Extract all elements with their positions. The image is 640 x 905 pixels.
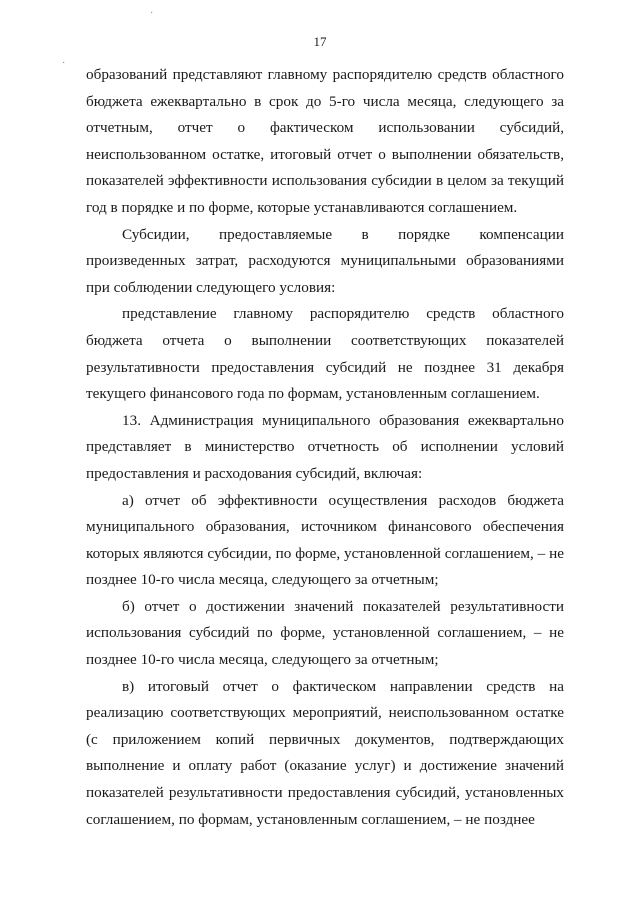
paragraph-continuation: образований представляют главному распорядителю средств областного бюджета ежеквартально в срок до 5-го числа месяца, следующего за отчетным, отчет о фактическом использовании субсидий, неиспользованном остатке, итоговый отчет о выполнении обязательств, показателей эффективности использования субсидии в целом за текущий год в порядке и по форме, которые устанавливаются соглашением. <box>86 66 564 216</box>
paragraph-item-v: в) итоговый отчет о фактическом направлении средств на реализацию соответствующих мероприятий, неиспользованном остатке (с приложением копий первичных документов, подтверждающих выполнение и оплату работ (оказание услуг) и достижение значений показателей результативности предоставления субсидий, установленных соглашением, по формам, установленным соглашением, – не позднее <box>86 677 564 828</box>
paragraph-item-a: а) отчет об эффективности осуществления расходов бюджета муниципального образования, источником финансового обеспечения которых являются субсидии, по форме, установленной соглашением, – не позднее 10-го числа месяца, следующего за отчетным; <box>86 491 564 589</box>
document-body <box>86 62 564 833</box>
scan-speck: · <box>150 8 154 19</box>
scan-speck: · <box>62 58 66 69</box>
paragraph-condition: представление главному распорядителю средств областного бюджета отчета о выполнении соответствующих показателей результативности предоставления субсидий не позднее 31 декабря текущего финансового года по формам, установленным соглашением. <box>86 305 564 403</box>
page-number: 17 <box>313 34 327 49</box>
paragraph-item-13: 13. Администрация муниципального образования ежеквартально представляет в министерство отчетность об исполнении условий предоставления и расходования субсидий, включая: <box>86 411 564 482</box>
paragraph-item-b: б) отчет о достижении значений показателей результативности использования субсидий по форме, установленной соглашением, – не позднее 10-го числа месяца, следующего за отчетным; <box>86 597 564 669</box>
paragraph-subsidies-compensation: Субсидии, предоставляемые в порядке компенсации произведенных затрат, расходуются муниципальными образованиями при соблюдении следующего условия: <box>86 225 564 296</box>
